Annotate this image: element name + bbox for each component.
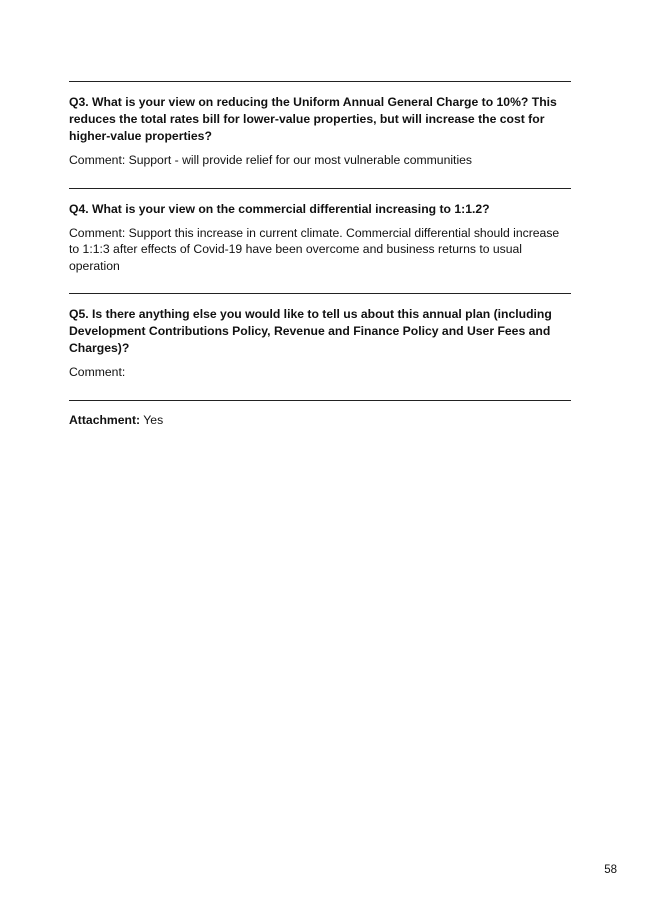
page-number: 58 [604, 864, 617, 876]
question-text: Q5. Is there anything else you would like to tell us about this annual plan (including Development Contributions Policy, Revenue and Finance Policy and User Fees and Charges)? [69, 307, 552, 355]
attachment-line [69, 412, 571, 429]
question-text: Q4. What is your view on the commercial differential increasing to 1:1.2? [69, 201, 490, 216]
form-content [69, 81, 571, 428]
question-section-q5 [69, 306, 571, 400]
section-divider [69, 293, 571, 294]
section-divider [69, 81, 571, 82]
comment-text: Comment: [69, 365, 126, 379]
section-divider [69, 400, 571, 401]
question-section-q3 [69, 94, 571, 188]
comment-text: Comment: Support this increase in current climate. Commercial differential should increase to 1:1:3 after effects of Covid-19 have been overcome and business returns to usual operation [69, 225, 560, 273]
section-divider [69, 188, 571, 189]
attachment-value: Yes [143, 412, 164, 427]
question-section-q4 [69, 201, 571, 294]
comment-text: Comment: Support - will provide relief for our most vulnerable communities [69, 153, 473, 167]
question-text: Q3. What is your view on reducing the Uniform Annual General Charge to 10%? This reduces the total rates bill for lower-value properties, but will increase the cost for higher-value properties? [69, 95, 557, 143]
attachment-label: Attachment: [69, 412, 141, 427]
